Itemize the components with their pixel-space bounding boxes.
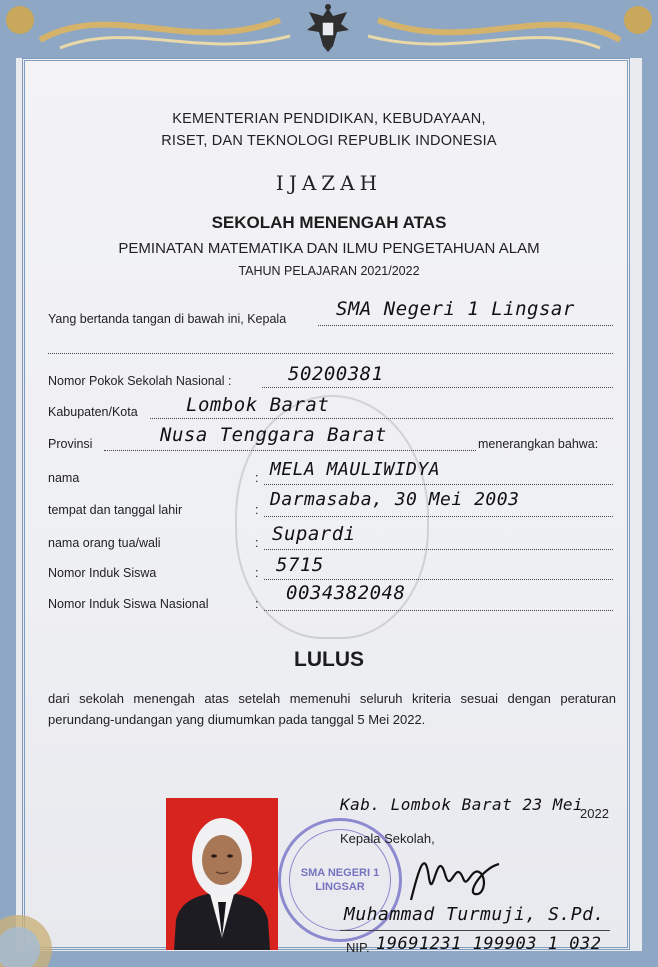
nama-label: nama <box>48 471 80 485</box>
colon: : <box>255 503 259 517</box>
prov-label: Provinsi <box>48 437 93 451</box>
menerangkan-label: menerangkan bahwa: <box>478 437 599 451</box>
dotted-line <box>318 325 613 326</box>
nip-value: 19691231 199903 1 032 <box>376 934 602 954</box>
school-type: SEKOLAH MENENGAH ATAS <box>211 213 447 232</box>
dotted-line <box>104 450 476 451</box>
nis-label: Nomor Induk Siswa <box>48 566 157 580</box>
colon: : <box>255 536 259 550</box>
place-date: Kab. Lombok Barat 23 Mei <box>340 795 584 814</box>
signer-name: Muhammad Turmuji, S.Pd. <box>344 904 605 925</box>
ttl-value: Darmasaba, 30 Mei 2003 <box>270 489 520 510</box>
corner-ornament <box>0 895 70 967</box>
stamp-text-line2: LINGSAR <box>315 881 365 893</box>
ministry-line-2: RISET, DAN TEKNOLOGI REPUBLIK INDONESIA <box>161 133 497 149</box>
npsn-label: Nomor Pokok Sekolah Nasional : <box>48 374 232 388</box>
dotted-line <box>150 418 613 419</box>
kepala-label: Yang bertanda tangan di bawah ini, Kepala <box>48 312 287 326</box>
npsn-value: 50200381 <box>288 363 384 385</box>
dotted-line <box>264 516 613 517</box>
role-label: Kepala Sekolah, <box>340 831 435 846</box>
stamp-text-line1: SMA NEGERI 1 <box>300 867 380 879</box>
signature-underline <box>340 930 610 931</box>
document-title: IJAZAH <box>275 171 383 195</box>
colon: : <box>255 471 259 485</box>
prov-value: Nusa Tenggara Barat <box>160 424 387 446</box>
colon: : <box>255 597 259 611</box>
student-photo <box>166 798 278 950</box>
nama-value: MELA MAULIWIDYA <box>270 459 441 480</box>
dotted-line <box>262 387 613 388</box>
kepala-value: SMA Negeri 1 Lingsar <box>336 298 575 320</box>
kab-label: Kabupaten/Kota <box>48 405 138 419</box>
dotted-line <box>264 579 613 580</box>
ortu-label: nama orang tua/wali <box>48 536 161 550</box>
peminatan: PEMINATAN MATEMATIKA DAN ILMU PENGETAHUAN ALAM <box>118 240 540 257</box>
status-lulus: LULUS <box>294 648 364 671</box>
signature-scribble <box>405 838 505 910</box>
kab-value: Lombok Barat <box>186 394 330 416</box>
year: 2022 <box>580 806 609 821</box>
dotted-line <box>264 610 613 611</box>
nisn-label: Nomor Induk Siswa Nasional <box>48 597 209 611</box>
result-paragraph: dari sekolah menengah atas setelah memenuhi seluruh kriteria sesuai dengan peraturan perundang-undangan yang diumumkan pada tanggal 5 Mei 2022. <box>48 691 616 727</box>
colon: : <box>255 566 259 580</box>
dotted-line <box>264 549 613 550</box>
ttl-label: tempat dan tanggal lahir <box>48 503 183 517</box>
dotted-line <box>264 484 613 485</box>
nis-value: 5715 <box>276 554 324 576</box>
academic-year: TAHUN PELAJARAN 2021/2022 <box>238 264 420 278</box>
ministry-line-1: KEMENTERIAN PENDIDIKAN, KEBUDAYAAN, <box>172 111 486 127</box>
nisn-value: 0034382048 <box>286 582 406 604</box>
nip-label: NIP. <box>346 940 370 955</box>
ortu-value: Supardi <box>272 523 356 545</box>
garuda-emblem-icon <box>303 2 353 54</box>
dotted-line <box>48 353 613 354</box>
